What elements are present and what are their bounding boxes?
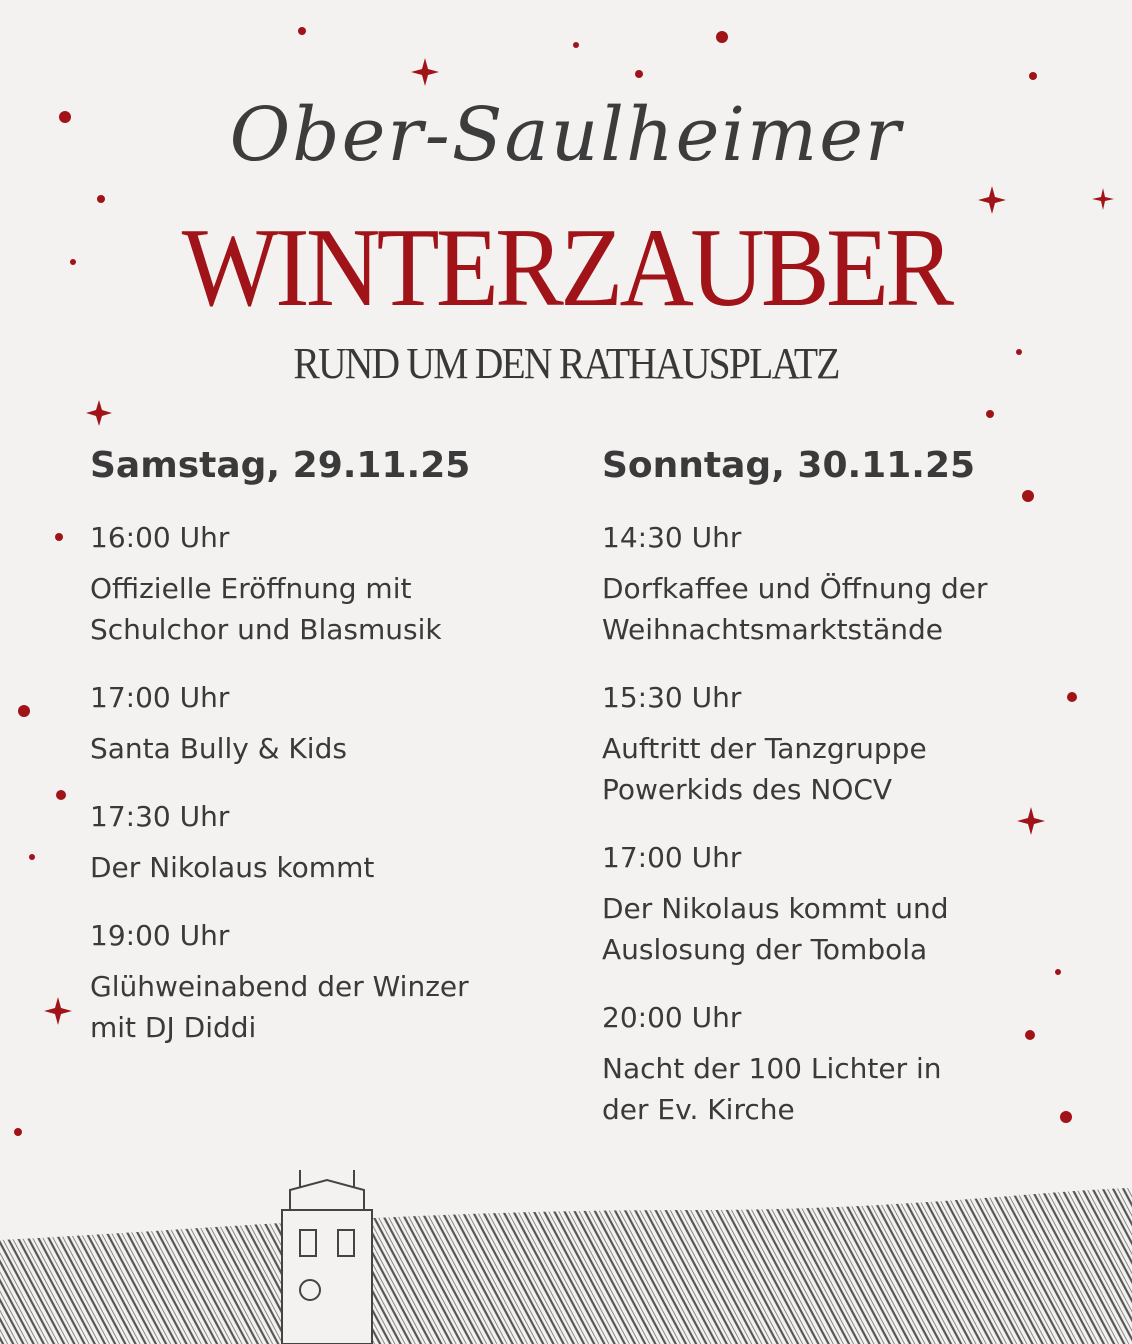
script-title: Ober-Saulheimer [229,92,903,178]
day-column-saturday [90,440,590,1076]
event-time: 15:30 Uhr [602,681,742,714]
event-time: 19:00 Uhr [90,919,230,952]
event-time: 14:30 Uhr [602,521,742,554]
event-item [602,678,1102,810]
dot-icon [716,31,728,43]
dot-icon [29,854,35,860]
event-time: 17:30 Uhr [90,800,230,833]
star-icon [978,186,1006,214]
event-description: Dorfkaffee und Öffnung der Weihnachtsmarktstände [602,572,988,646]
vineyard-church-illustration [0,1170,1132,1344]
event-item [90,797,590,888]
subtitle: RUND UM DEN RATHAUSPLATZ [293,339,839,388]
church-tower [282,1170,372,1344]
day-column-sunday [602,440,1102,1158]
event-description: Offizielle Eröffnung mit Schulchor und Blasmusik [90,572,442,646]
dot-icon [18,705,30,717]
event-time: 20:00 Uhr [602,1001,742,1034]
star-icon [44,997,72,1025]
main-title: WINTERZAUBER [181,206,951,330]
dot-icon [986,410,994,418]
event-description: Der Nikolaus kommt [90,851,375,884]
event-description: Nacht der 100 Lichter in der Ev. Kirche [602,1052,942,1126]
event-item [602,518,1102,650]
event-item [602,838,1102,970]
event-description: Glühweinabend der Winzer mit DJ Diddi [90,970,469,1044]
star-icon [411,58,439,86]
star-icon [86,400,112,426]
dot-icon [56,790,66,800]
dot-icon [635,70,643,78]
dot-icon [97,195,105,203]
dot-icon [298,27,306,35]
event-description: Santa Bully & Kids [90,732,347,765]
event-time: 17:00 Uhr [90,681,230,714]
day-heading: Sonntag, 30.11.25 [602,445,976,486]
event-description: Der Nikolaus kommt und Auslosung der Tombola [602,892,949,966]
dot-icon [573,42,579,48]
dot-icon [14,1128,22,1136]
event-item [90,518,590,650]
dot-icon [1029,72,1037,80]
event-item [602,998,1102,1130]
dot-icon [55,533,63,541]
event-time: 17:00 Uhr [602,841,742,874]
event-item [90,916,590,1048]
event-time: 16:00 Uhr [90,521,230,554]
event-description: Auftritt der Tanzgruppe Powerkids des NOCV [602,732,927,806]
day-heading: Samstag, 29.11.25 [90,445,471,486]
star-icon [1092,188,1114,210]
event-item [90,678,590,769]
